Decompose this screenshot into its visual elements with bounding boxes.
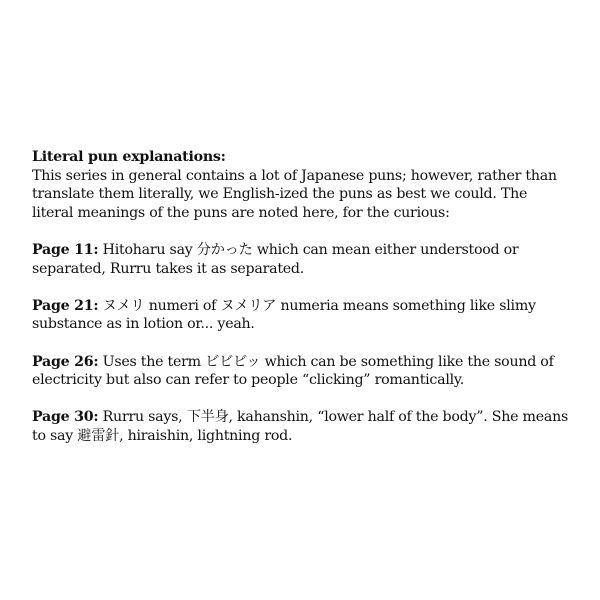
page-label: Page 21: <box>32 297 99 314</box>
section-heading: Literal pun explanations: <box>32 149 226 165</box>
intro-paragraph <box>32 148 572 222</box>
note-page-11 <box>32 241 572 278</box>
note-page-21 <box>32 297 572 334</box>
pun-explanations <box>32 148 572 446</box>
note-text: Rurru says, 下半身, kahanshin, “lower half of the body”. She means to say 避雷針, hiraishin, lightning rod. <box>32 409 569 444</box>
note-text: Uses the term ビビビッ which can be something like the sound of electricity but also can refer to people “clicking” romantically. <box>32 353 554 389</box>
note-text: ヌメリ numeri of ヌメリア numeria means something like slimy substance as in lotion or... yeah. <box>32 297 536 333</box>
note-page-30 <box>32 408 572 445</box>
intro-text: This series in general contains a lot of Japanese puns; however, rather than translate them literally, we English-ized the puns as best we could. The literal meanings of the puns are noted here, for the curious: <box>32 167 557 221</box>
page-label: Page 11: <box>32 241 99 258</box>
page-label: Page 30: <box>32 409 99 426</box>
page-label: Page 26: <box>32 353 99 370</box>
note-text: Hitoharu say 分かった which can mean either understood or separated, Rurru takes it as separated. <box>32 241 519 277</box>
note-page-26 <box>32 353 572 390</box>
